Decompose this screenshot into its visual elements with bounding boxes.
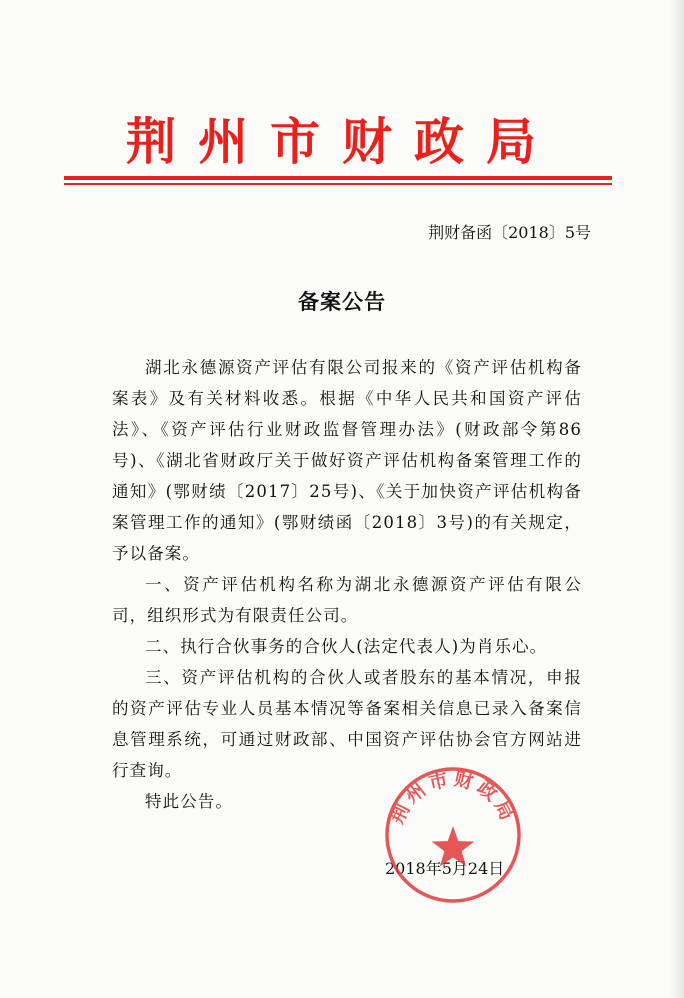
body-paragraph-item-3: 三、资产评估机构的合伙人或者股东的基本情况，申报的资产评估专业人员基本情况等备案相关信息已录入备案信息管理系统，可通过财政部、中国资产评估协会官方网站进行查询。 — [112, 668, 582, 780]
document-body — [112, 352, 582, 817]
document-number: 荆财备函〔2018〕5号 — [428, 223, 591, 242]
issuing-authority-header: 荆州市财政局 — [126, 113, 558, 171]
body-paragraph-item-1: 一、资产评估机构名称为湖北永德源资产评估有限公司，组织形式为有限责任公司。 — [112, 575, 582, 625]
document-title: 备案公告 — [298, 290, 386, 314]
star-icon — [432, 826, 475, 867]
seal-text: 荆州市财政局 — [386, 768, 520, 828]
header-rule-thick — [64, 176, 612, 180]
body-paragraph-closing: 特此公告。 — [145, 792, 233, 811]
body-paragraph-item-2: 二、执行合伙事务的合伙人(法定代表人)为肖乐心。 — [145, 637, 548, 656]
body-paragraph-intro: 湖北永德源资产评估有限公司报来的《资产评估机构备案表》及有关材料收悉。根据《中华人民共和国资产评估法》、《资产评估行业财政监督管理办法》(财政部令第86号)、《湖北省财政厅关于做好资产评估机构备案管理工作的通知》(鄂财绩〔2017〕25号)、《关于加快资产评估机构备案管理工作的通知》(鄂财绩函〔2018〕3号)的有关规定，予以备案。 — [112, 358, 582, 563]
signature-date: 2018年5月24日 — [385, 859, 505, 878]
header-rule-thin — [64, 183, 612, 185]
official-seal — [378, 760, 528, 910]
page-edge-shadow — [670, 0, 684, 998]
